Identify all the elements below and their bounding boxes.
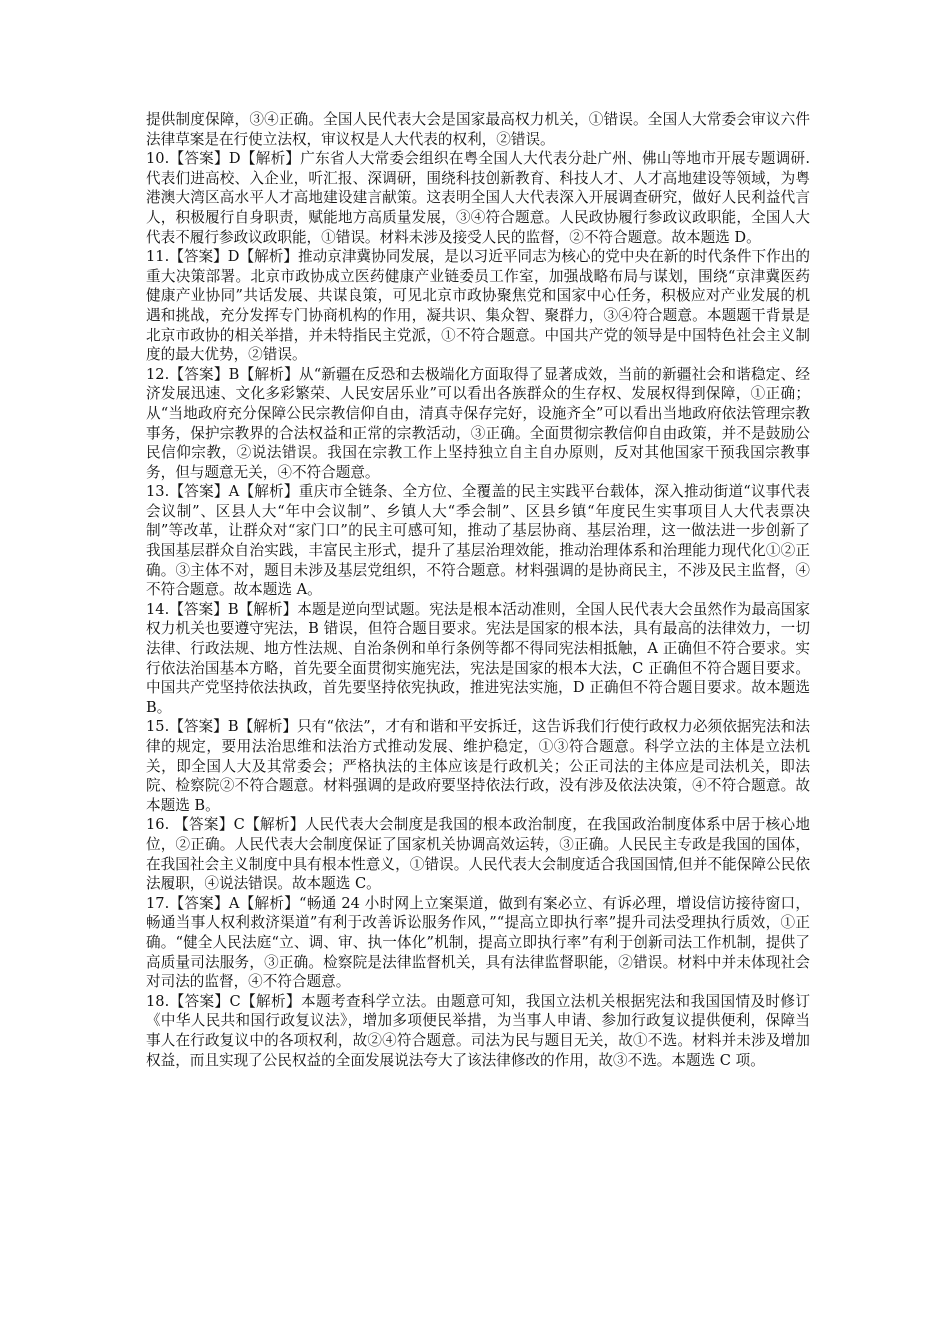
answer-10: 10.【答案】D【解析】广东省人大常委会组织在粤全国人大代表分赴广州、佛山等地市开展专题调研. 代表们进高校、入企业，听汇报、深调研，围绕科技创新教育、科技人才、人才高地建设等领域，为粤港澳大湾区高水平人才高地建设建言献策。这表明全国人大代表深入开展调查研究，做好人民利益代言人，积极履行自身职责，赋能地方高质量发展，③④符合题意。人民政协履行参政议政职能，全国人大代表不履行参政议政职能，①错误。材料未涉及接受人民的监督，②不符合题意。故本题选 D。 [146,150,810,246]
answer-14: 14.【答案】B【解析】本题是逆向型试题。宪法是根本活动准则，全国人民代表大会虽然作为最高国家权力机关也要遵守宪法，B 错误，但符合题目要求。宪法是国家的根本法，具有最高的法律效力，一切法律、行政法规、地方性法规、自治条例和单行条例等都不得同宪法相抵触，A 正确但不符合要求。实行依法治国基本方略，首先要全面贯彻实施宪法，宪法是国家的根本大法，C 正确但不符合题目要求。中国共产党坚持依法执政，首先要坚持依宪执政，推进宪法实施，D 正确但不符合题目要求。故本题选 B。 [146,600,810,716]
answer-18: 18.【答案】C【解析】本题考查科学立法。由题意可知，我国立法机关根据宪法和我国国情及时修订《中华人民共和国行政复议法》，增加多项便民举措，为当事人申请、参加行政复议提供便利，保障当事人在行政复议中的各项权利，故②④符合题意。司法为民与题目无关，故①不选。材料并未涉及增加权益，而且实现了公民权益的全面发展说法夸大了该法律修改的作用，故③不选。本题选 C 项。 [146,992,810,1069]
answer-17: 17.【答案】A【解析】“畅通 24 小时网上立案渠道，做到有案必立、有诉必理，增设信访接待窗口，畅通当事人权利救济渠道”有利于改善诉讼服务作风，”“提高立即执行率”提升司法受理执行质效，①正确。“健全人民法庭“立、调、审、执一体化”机制，提高立即执行率”有利于创新司法工作机制，提供了高质量司法服务，③正确。检察院是法律监督机关，具有法律监督职能，②错误。材料中并未体现社会对司法的监督，④不符合题意。 [146,894,810,991]
paragraph-continuation: 提供制度保障，③④正确。全国人民代表大会是国家最高权力机关，①错误。全国人大常委会审议六件法律草案是在行使立法权，审议权是人大代表的权利，②错误。 [146,111,810,148]
answer-15: 15.【答案】B【解析】只有“依法”，才有和谐和平安拆迁，这告诉我们行使行政权力必须依据宪法和法律的规定，要用法治思维和法治方式推动发展、维护稳定，①③符合题意。科学立法的主体是立法机关，即全国人大及其常委会；严格执法的主体应该是行政机关；公正司法的主体应是司法机关，即法院、检察院②不符合题意。材料强调的是政府要坚持依法行政，没有涉及依法决策，④不符合题意。故本题选 B。 [146,718,810,814]
answer-explanations-page [146,110,810,1070]
answer-12: 12.【答案】B【解析】从“新疆在反恐和去极端化方面取得了显著成效，当前的新疆社会和谐稳定、经济发展迅速、文化多彩繁荣、人民安居乐业”可以看出各族群众的生存权、发展权得到保障，①正确；从“当地政府充分保障公民宗教信仰自由，清真寺保存完好，设施齐全”可以看出当地政府依法管理宗教事务，保护宗教界的合法权益和正常的宗教活动，③正确。全面贯彻宗教信仰自由政策，并不是鼓励公民信仰宗教，②说法错误。我国在宗教工作上坚持独立自主自办原则，反对其他国家干预我国宗教事务，但与题意无关，④不符合题意。 [146,365,810,481]
answer-13: 13.【答案】A【解析】重庆市全链条、全方位、全覆盖的民主实践平台载体，深入推动街道“议事代表会议制”、区县人大“年中会议制”、乡镇人大“季会制”、区县乡镇“年度民生实事项目人大代表票决制”等改革，让群众对“家门口”的民主可感可知，推动了基层协商、基层治理，这一做法进一步创新了我国基层群众自治实践，丰富民主形式，提升了基层治理效能，推动治理体系和治理能力现代化①②正确。③主体不对，题目未涉及基层党组织，不符合题意。材料强调的是协商民主，不涉及民主监督，④不符合题意。故本题选 A。 [146,483,810,599]
answer-11: 11.【答案】D【解析】推动京津冀协同发展，是以习近平同志为核心的党中央在新的时代条件下作出的重大决策部署。北京市政协成立医药健康产业链委员工作室，加强战略布局与谋划，围绕“京津冀医药健康产业协同”共话发展、共谋良策，可见北京市政协聚焦党和国家中心任务，积极应对产业发展的机遇和挑战，充分发挥专门协商机构的作用，凝共识、集众智、聚群力，③④符合题意。本题题干背景是北京市政协的相关举措，并未特指民主党派，①不符合题意。中国共产党的领导是中国特色社会主义制度的最大优势，②错误。 [146,248,810,364]
answer-16: 16. 【答案】C【解析】人民代表大会制度是我国的根本政治制度，在我国政治制度体系中居于核心地位，②正确。人民代表大会制度保证了国家机关协调高效运转，③正确。人民民主专政是我国的国体，在我国社会主义制度中具有根本性意义，①错误。人民代表大会制度适合我国国情,但并不能保障公民依法履职，④说法错误。故本题选 C。 [146,816,810,893]
